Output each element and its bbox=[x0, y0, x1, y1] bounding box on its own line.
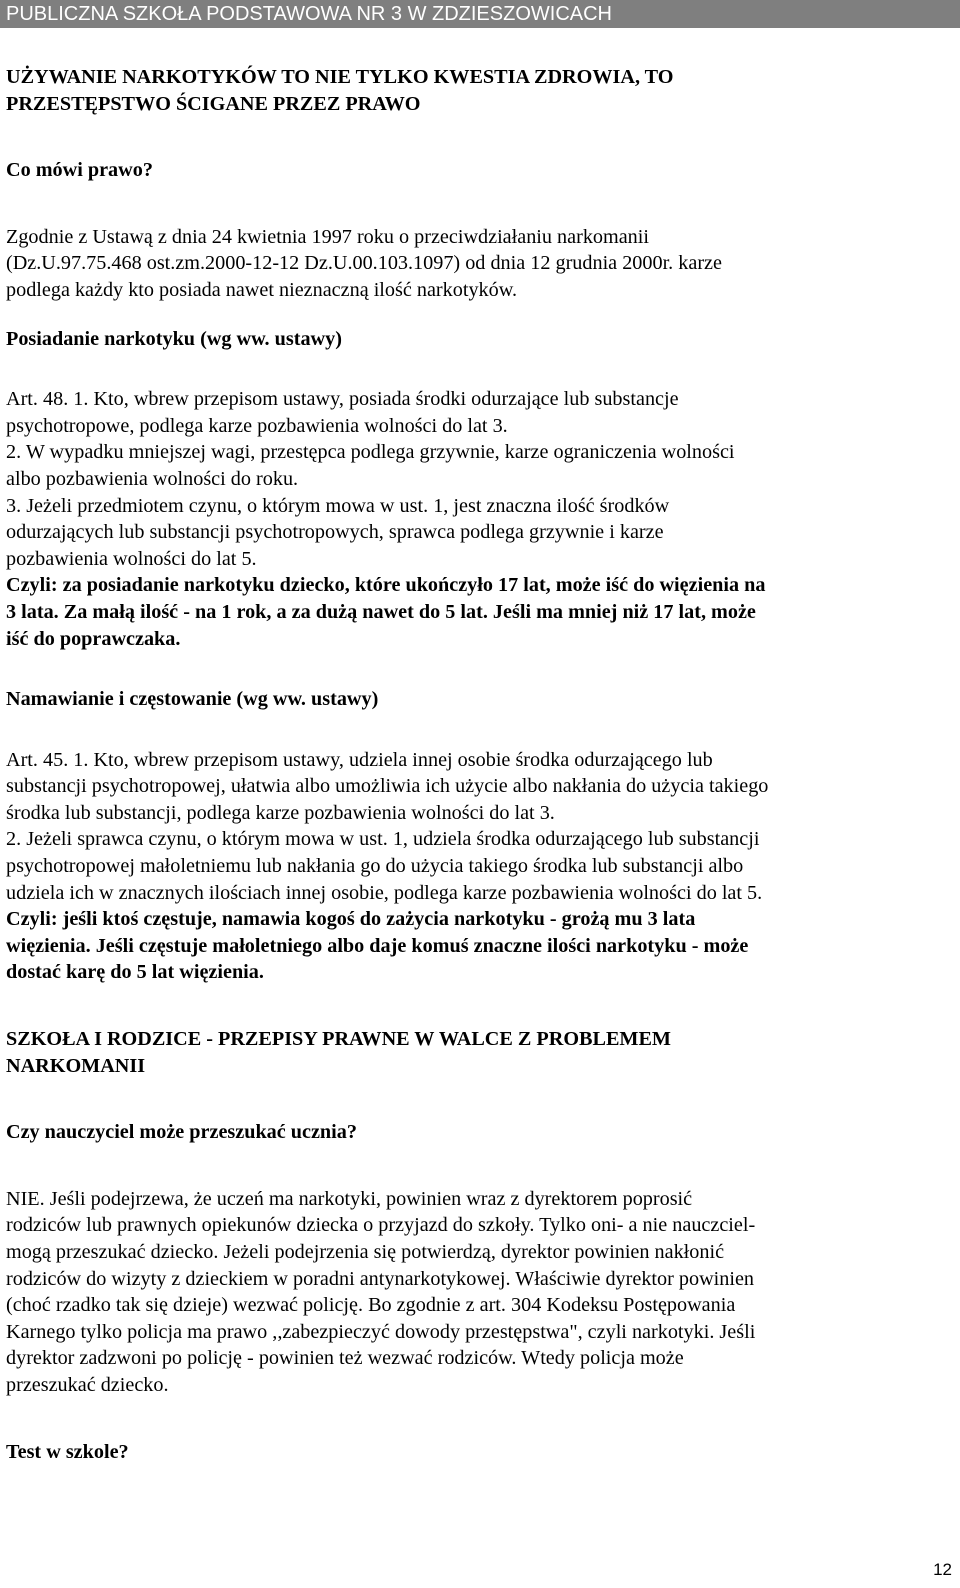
section1-title-line1: UŻYWANIE NARKOTYKÓW TO NIE TYLKO KWESTIA ZDROWIA, TO bbox=[6, 66, 674, 88]
summary-48 bbox=[6, 572, 954, 652]
article-line: udziela ich w znacznych ilościach innej osobie, podlega karze pozbawienia wolności do lat 5. bbox=[6, 881, 763, 904]
article-48 bbox=[6, 386, 954, 572]
summary-line: Czyli: za posiadanie narkotyku dziecko, które ukończyło 17 lat, może iść do więzienia na bbox=[6, 574, 766, 597]
article-line: albo pozbawienia wolności do roku. bbox=[6, 467, 299, 490]
article-line: odurzających lub substancji psychotropowych, sprawca podlega grzywnie i karze bbox=[6, 521, 664, 544]
answer-line: rodziców lub prawnych opiekunów dziecka o przyjazd do szkoły. Tylko oni- a nie nauczciel- bbox=[6, 1214, 756, 1237]
summary-line: dostać karę do 5 lat więzienia. bbox=[6, 961, 264, 984]
school-name: PUBLICZNA SZKOŁA PODSTAWOWA NR 3 W ZDZIESZOWICACH bbox=[6, 3, 612, 25]
intro-paragraph bbox=[6, 224, 954, 304]
possession-heading: Posiadanie narkotyku (wg ww. ustawy) bbox=[6, 327, 342, 350]
article-line: Art. 45. 1. Kto, wbrew przepisom ustawy, udziela innej osobie środka odurzającego lub bbox=[6, 748, 713, 771]
section2-title-line2: NARKOMANII bbox=[6, 1054, 146, 1077]
summary-45 bbox=[6, 906, 954, 986]
document-body bbox=[6, 64, 954, 1465]
answer-line: przeszukać dziecko. bbox=[6, 1373, 169, 1396]
article-line: środka lub substancji, podlega karze pozbawienia wolności do lat 3. bbox=[6, 801, 555, 824]
teacher-search-answer bbox=[6, 1186, 954, 1399]
law-subheading: Co mówi prawo? bbox=[6, 159, 153, 182]
article-line: 3. Jeżeli przedmiotem czynu, o którym mowa w ust. 1, jest znaczna ilość środków bbox=[6, 494, 670, 517]
answer-line: NIE. Jeśli podejrzewa, że uczeń ma narkotyki, powinien wraz z dyrektorem poprosić bbox=[6, 1187, 693, 1210]
offering-heading: Namawianie i częstowanie (wg ww. ustawy) bbox=[6, 688, 379, 711]
answer-line: mogą przeszukać dziecko. Jeżeli podejrzenia się potwierdzą, dyrektor powinien nakłonić bbox=[6, 1241, 725, 1263]
intro-line: (Dz.U.97.75.468 ost.zm.2000-12-12 Dz.U.00.103.1097) od dnia 12 grudnia 2000r. karze bbox=[6, 252, 722, 275]
answer-line: dyrektor zadzwoni po policję - powinien też wezwać rodziców. Wtedy policja może bbox=[6, 1347, 684, 1370]
summary-line: 3 lata. Za małą ilość - na 1 rok, a za dużą nawet do 5 lat. Jeśli ma mniej niż 17 lat, może bbox=[6, 600, 756, 623]
page-number: 12 bbox=[933, 1560, 952, 1579]
answer-line: Karnego tylko policja ma prawo ,,zabezpieczyć dowody przestępstwa", czyli narkotyki. Jeśli bbox=[6, 1320, 756, 1343]
teacher-search-question: Czy nauczyciel może przeszukać ucznia? bbox=[6, 1121, 357, 1144]
page-header bbox=[0, 0, 960, 28]
section2-title-line1: SZKOŁA I RODZICE - PRZEPISY PRAWNE W WALCE Z PROBLEMEM bbox=[6, 1028, 671, 1051]
article-line: psychotropowej małoletniemu lub nakłania go do użycia takiego środka lub substancji albo bbox=[6, 855, 744, 878]
article-line: pozbawienia wolności do lat 5. bbox=[6, 547, 257, 570]
section1-title-line2: PRZESTĘPSTWO ŚCIGANE PRZEZ PRAWO bbox=[6, 92, 421, 115]
article-line: substancji psychotropowej, ułatwia albo umożliwia ich użycie albo nakłania do użycia takiego bbox=[6, 775, 769, 798]
answer-line: (choć rzadko tak się dzieje) wezwać policję. Bo zgodnie z art. 304 Kodeksu Postępowania bbox=[6, 1294, 736, 1317]
article-45 bbox=[6, 747, 954, 907]
school-test-heading: Test w szkole? bbox=[6, 1440, 129, 1463]
article-line: 2. W wypadku mniejszej wagi, przestępca podlega grzywnie, karze ograniczenia wolności bbox=[6, 441, 735, 464]
summary-line: iść do poprawczaka. bbox=[6, 627, 181, 650]
intro-line: podlega każdy kto posiada nawet nieznaczną ilość narkotyków. bbox=[6, 278, 518, 301]
article-line: Art. 48. 1. Kto, wbrew przepisom ustawy, posiada środki odurzające lub substancje bbox=[6, 388, 679, 411]
article-line: psychotropowe, podlega karze pozbawienia wolności do lat 3. bbox=[6, 414, 508, 437]
answer-line: rodziców do wizyty z dzieckiem w poradni antynarkotykowej. Właściwie dyrektor powinien bbox=[6, 1267, 755, 1290]
intro-line: Zgodnie z Ustawą z dnia 24 kwietnia 1997 roku o przeciwdziałaniu narkomanii bbox=[6, 225, 649, 248]
summary-line: więzienia. Jeśli częstuje małoletniego albo daje komuś znaczne ilości narkotyku - może bbox=[6, 934, 749, 957]
summary-line: Czyli: jeśli ktoś częstuje, namawia kogoś do zażycia narkotyku - grożą mu 3 lata bbox=[6, 908, 696, 931]
article-line: 2. Jeżeli sprawca czynu, o którym mowa w ust. 1, udziela środka odurzającego lub substancji bbox=[6, 828, 760, 851]
